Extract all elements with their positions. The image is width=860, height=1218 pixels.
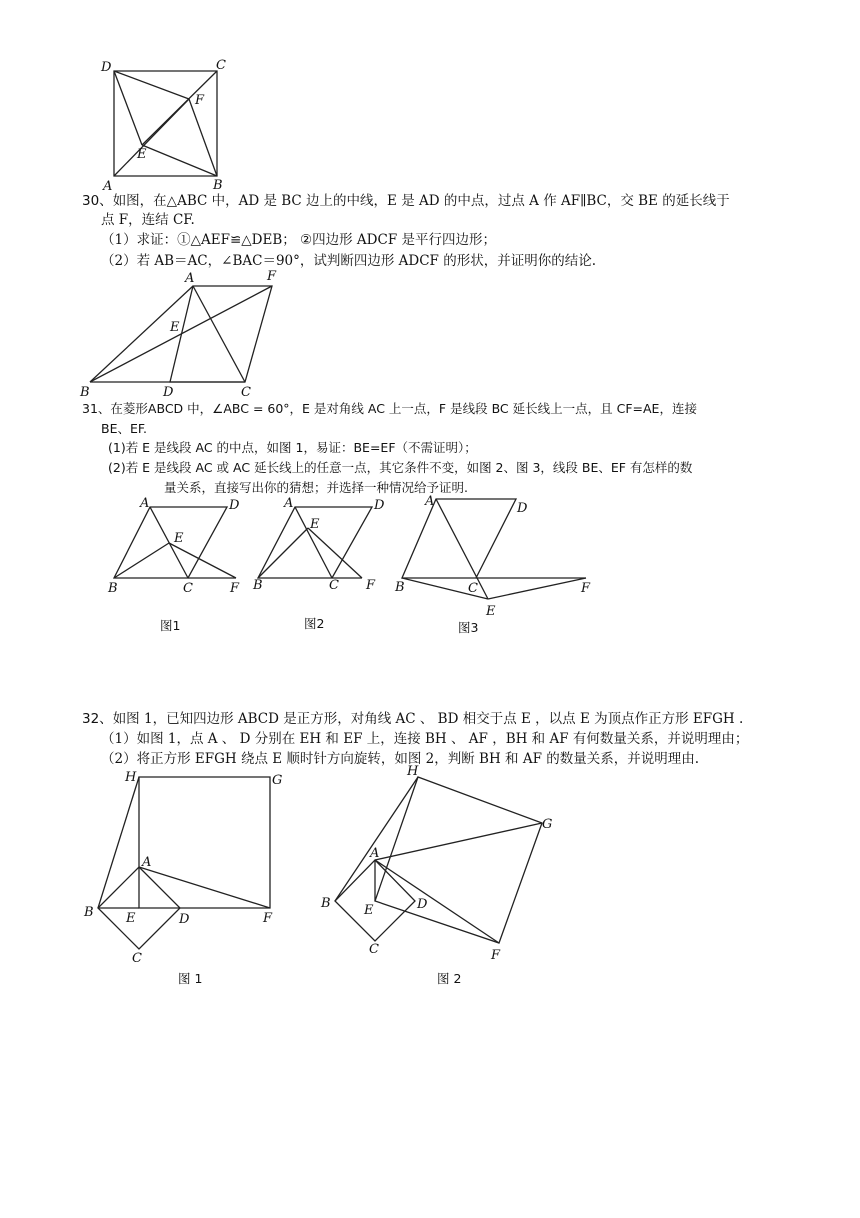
label-h: H [407,764,419,779]
label-g: G [272,773,283,788]
q30-text-1: 如图，在△ABC 中，AD 是 BC 边上的中线，E 是 AD 的中点，过点 A 作 AF∥BC，交 BE 的延长线于 [112,193,730,209]
caption-fig3: 图3 [458,620,479,635]
segment-ef [488,578,586,599]
segment-bf [90,286,272,382]
label-a: A [142,855,152,870]
figure-q31-fig3 [390,490,610,635]
label-d: D [229,498,240,513]
label-c: C [329,578,339,593]
label-e: E [126,911,136,926]
segment-ac [193,286,245,382]
caption-fig2: 图 2 [437,971,462,986]
label-f: F [366,578,376,593]
segment-b-e [142,145,217,176]
label-c: C [241,385,251,400]
caption-fig1: 图 1 [178,971,203,986]
label-b: B [80,385,90,400]
q30-line1 [82,192,730,211]
figure-q32-fig1 [80,765,300,990]
label-c: C [468,581,478,596]
label-d: D [163,385,174,400]
label-b: B [213,178,223,193]
square-efgh [139,777,270,908]
label-c: C [369,942,379,957]
label-e: E [174,531,184,546]
caption-fig2: 图2 [304,616,325,631]
quad-adcf [170,286,272,382]
label-f: F [491,948,501,963]
label-e: E [170,320,180,335]
figure-q32-fig2 [315,765,565,990]
q31-number: 31、 [82,401,111,416]
label-f: F [195,93,205,108]
label-f: F [230,581,240,596]
q32-line1 [82,710,743,729]
label-e: E [310,517,320,532]
label-a: A [370,846,380,861]
q30-line3: （1）求证：①△AEF≌△DEB； ②四边形 ADCF 是平行四边形； [101,232,496,248]
rhombus-abcd [402,499,516,578]
q31-line4: (2)若 E 是线段 AC 或 AC 延长线上的任意一点，其它条件不变，如图 2、图 3，线段 BE、EF 有怎样的数 [108,460,693,475]
label-c: C [132,951,142,966]
segment-d-e [114,71,142,145]
q30-line2: 点 F，连结 CF. [101,212,195,228]
label-a: A [103,179,113,194]
label-d: D [101,60,112,75]
figure-q30-parallelogram [75,268,295,403]
q31-line3: (1)若 E 是线段 AC 的中点，如图 1，易证：BE=EF（不需证明）； [108,440,477,455]
label-e: E [486,604,496,619]
q30-number: 30、 [82,193,113,209]
figure-q31-fig2 [250,495,390,635]
label-c: C [216,58,226,73]
q30-line4: （2）若 AB＝AC，∠BAC＝90°，试判断四边形 ADCF 的形状，并证明你的结论. [101,253,597,269]
label-a: A [284,496,294,511]
segment-bh [335,777,418,901]
q31-line1 [82,399,697,418]
segment-be [258,528,308,578]
label-b: B [253,578,263,593]
label-f: F [581,581,591,596]
segment-b-f [189,99,217,176]
label-a: A [140,496,150,511]
label-d: D [417,897,428,912]
label-e: E [364,903,374,918]
segment-dc-diagonal [114,71,189,99]
label-e: E [137,147,147,162]
label-f: F [267,269,277,284]
q31-text-1: 在菱形ABCD 中，∠ABC = 60°，E 是对角线 AC 上一点，F 是线段 BC 延长线上一点，且 CF=AE，连接 [110,401,697,416]
q31-line2: BE、EF. [101,421,148,436]
label-a: A [185,271,195,286]
label-h: H [125,770,137,785]
label-f: F [263,911,273,926]
segment-ac-extended [436,499,488,599]
label-c: C [183,581,193,596]
q32-line2: （1）如图 1，点 A 、 D 分别在 EH 和 EF 上，连接 BH 、 AF ，BH 和 AF 有何数量关系，并说明理由； [101,731,749,747]
q32-line3: （2）将正方形 EFGH 绕点 E 顺时针方向旋转，如图 2，判断 BH 和 AF 的数量关系，并说明理由. [101,751,700,767]
label-b: B [321,896,331,911]
label-b: B [84,905,94,920]
segment-ef [308,528,362,578]
label-g: G [542,817,553,832]
label-b: B [395,580,405,595]
label-b: B [108,581,118,596]
segment-af [375,860,499,943]
q32-number: 32、 [82,711,113,727]
label-d: D [517,501,528,516]
segment-a-f [114,99,189,176]
q31-line5: 量关系，直接写出你的猜想；并选择一种情况给予证明. [164,480,468,495]
label-a: A [425,494,435,509]
label-d: D [179,912,190,927]
figure-q29-square [95,55,245,195]
label-d: D [374,498,385,513]
figure-q31-fig1 [100,495,250,635]
q32-text-1: 如图 1，已知四边形 ABCD 是正方形，对角线 AC 、 BD 相交于点 E ，以点 E 为顶点作正方形 EFGH . [112,711,744,727]
square-efgh [375,777,542,943]
caption-fig1: 图1 [160,618,181,633]
